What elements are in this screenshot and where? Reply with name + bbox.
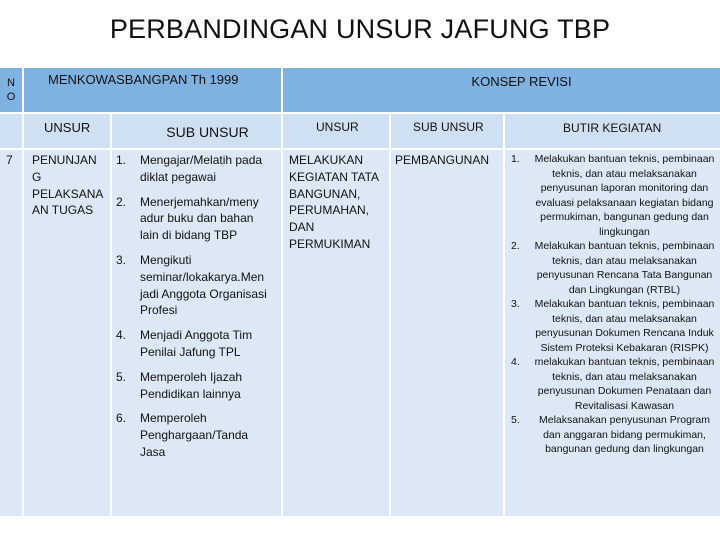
list-item (116, 152, 275, 186)
list-item (511, 413, 716, 457)
list-item-text: melakukan bantuan teknis, pembinaan teknis, dan atau melaksanakan penyusunan Dokumen Penataan dan Revitalisasi Kawasan (534, 356, 715, 412)
row-unsur-left-text: PENUNJAN G PELAKSANA AN TUGAS (32, 153, 103, 218)
header-right-group (283, 68, 720, 112)
page-title: PERBANDINGAN UNSUR JAFUNG TBP (109, 14, 611, 44)
list-item (116, 194, 275, 244)
list-item (511, 239, 716, 297)
header-right-group-label: KONSEP REVISI (471, 73, 572, 89)
list-item-number: 6. (116, 411, 127, 426)
list-item (511, 297, 716, 355)
subheader-sub-unsur-left-label: SUB UNSUR (166, 124, 249, 140)
list-item (511, 152, 716, 239)
list-item-number: 4. (116, 328, 127, 343)
subheader-unsur-right-label: UNSUR (316, 120, 359, 134)
list-item (116, 327, 275, 361)
subheader-sub-unsur-right-label: SUB UNSUR (413, 120, 484, 134)
sub-unsur-left-list (116, 152, 275, 461)
list-item-text: Melaksanakan penyusunan Program dan anggaran bidang permukiman, bangunan gedung dan lingkungan (538, 414, 711, 455)
list-item-text: Melakukan bantuan teknis, pembinaan teknis, dan atau melaksanakan penyusunan Dokumen Rencana Induk Sistem Proteksi Kebakaran (RISPK) (534, 298, 715, 354)
row-unsur-left (24, 150, 110, 516)
list-item-number: 3. (511, 298, 520, 310)
subheader-no (0, 114, 22, 148)
subheader-butir-label: BUTIR KEGIATAN (563, 121, 662, 135)
list-item-number: 4. (511, 356, 520, 368)
row-butir (505, 150, 720, 516)
subheader-unsur-right (283, 114, 389, 148)
list-item-number: 1. (511, 153, 520, 165)
list-item-number: 5. (511, 414, 520, 426)
list-item-text: Memperoleh Penghargaan/Tanda Jasa (140, 411, 249, 459)
list-item (511, 355, 716, 413)
list-item-text: Menjadi Anggota Tim Penilai Jafung TPL (140, 328, 253, 359)
header-no (0, 68, 22, 112)
row-sub-unsur-right (391, 150, 503, 516)
subheader-sub-unsur-left (112, 114, 281, 148)
list-item-number: 2. (116, 194, 127, 209)
header-left-group (24, 68, 281, 112)
header-left-group-label: MENKOWASBANGPAN Th 1999 (48, 72, 239, 87)
subheader-unsur-left-label: UNSUR (44, 120, 91, 135)
row-no-value: 7 (6, 153, 13, 167)
list-item (116, 410, 275, 460)
header-no-label: N O (6, 77, 16, 103)
list-item-text: Mengikuti seminar/lokakarya.Men jadi Anggota Organisasi Profesi (140, 252, 267, 318)
row-sub-unsur-left (112, 150, 281, 516)
list-item-number: 5. (116, 369, 127, 384)
subheader-butir (505, 114, 720, 148)
row-no (0, 150, 22, 516)
butir-list (511, 152, 716, 457)
row-sub-unsur-right-text: PEMBANGUNAN (395, 153, 490, 167)
list-item-text: Melakukan bantuan teknis, pembinaan teknis, dan atau melaksanakan penyusunan Rencana Tata Bangunan dan Lingkungan (RTBL) (534, 240, 715, 296)
row-unsur-right-text: MELAKUKAN KEGIATAN TATA BANGUNAN, PERUMAHAN, DAN PERMUKIMAN (289, 153, 379, 251)
list-item-number: 1. (116, 153, 127, 167)
list-item-text: Memperoleh Ijazah Pendidikan lainnya (140, 369, 243, 401)
list-item-number: 2. (511, 240, 520, 252)
list-item-text: Mengajar/Melatih pada diklat pegawai (140, 153, 263, 184)
list-item (116, 369, 275, 403)
row-unsur-right (283, 150, 389, 516)
list-item-text: Melakukan bantuan teknis, pembinaan teknis, dan atau melaksanakan penyusunan laporan monitoring dan evaluasi pelaksanaan kegiatan bidang permukiman, bangunan gedung dan lingkungan (534, 153, 715, 238)
subheader-unsur-left (24, 114, 110, 148)
subheader-sub-unsur-right (391, 114, 503, 148)
list-item-number: 3. (116, 252, 127, 267)
list-item (116, 252, 275, 319)
list-item-text: Menerjemahkan/meny adur buku dan bahan lain di bidang TBP (140, 194, 259, 243)
